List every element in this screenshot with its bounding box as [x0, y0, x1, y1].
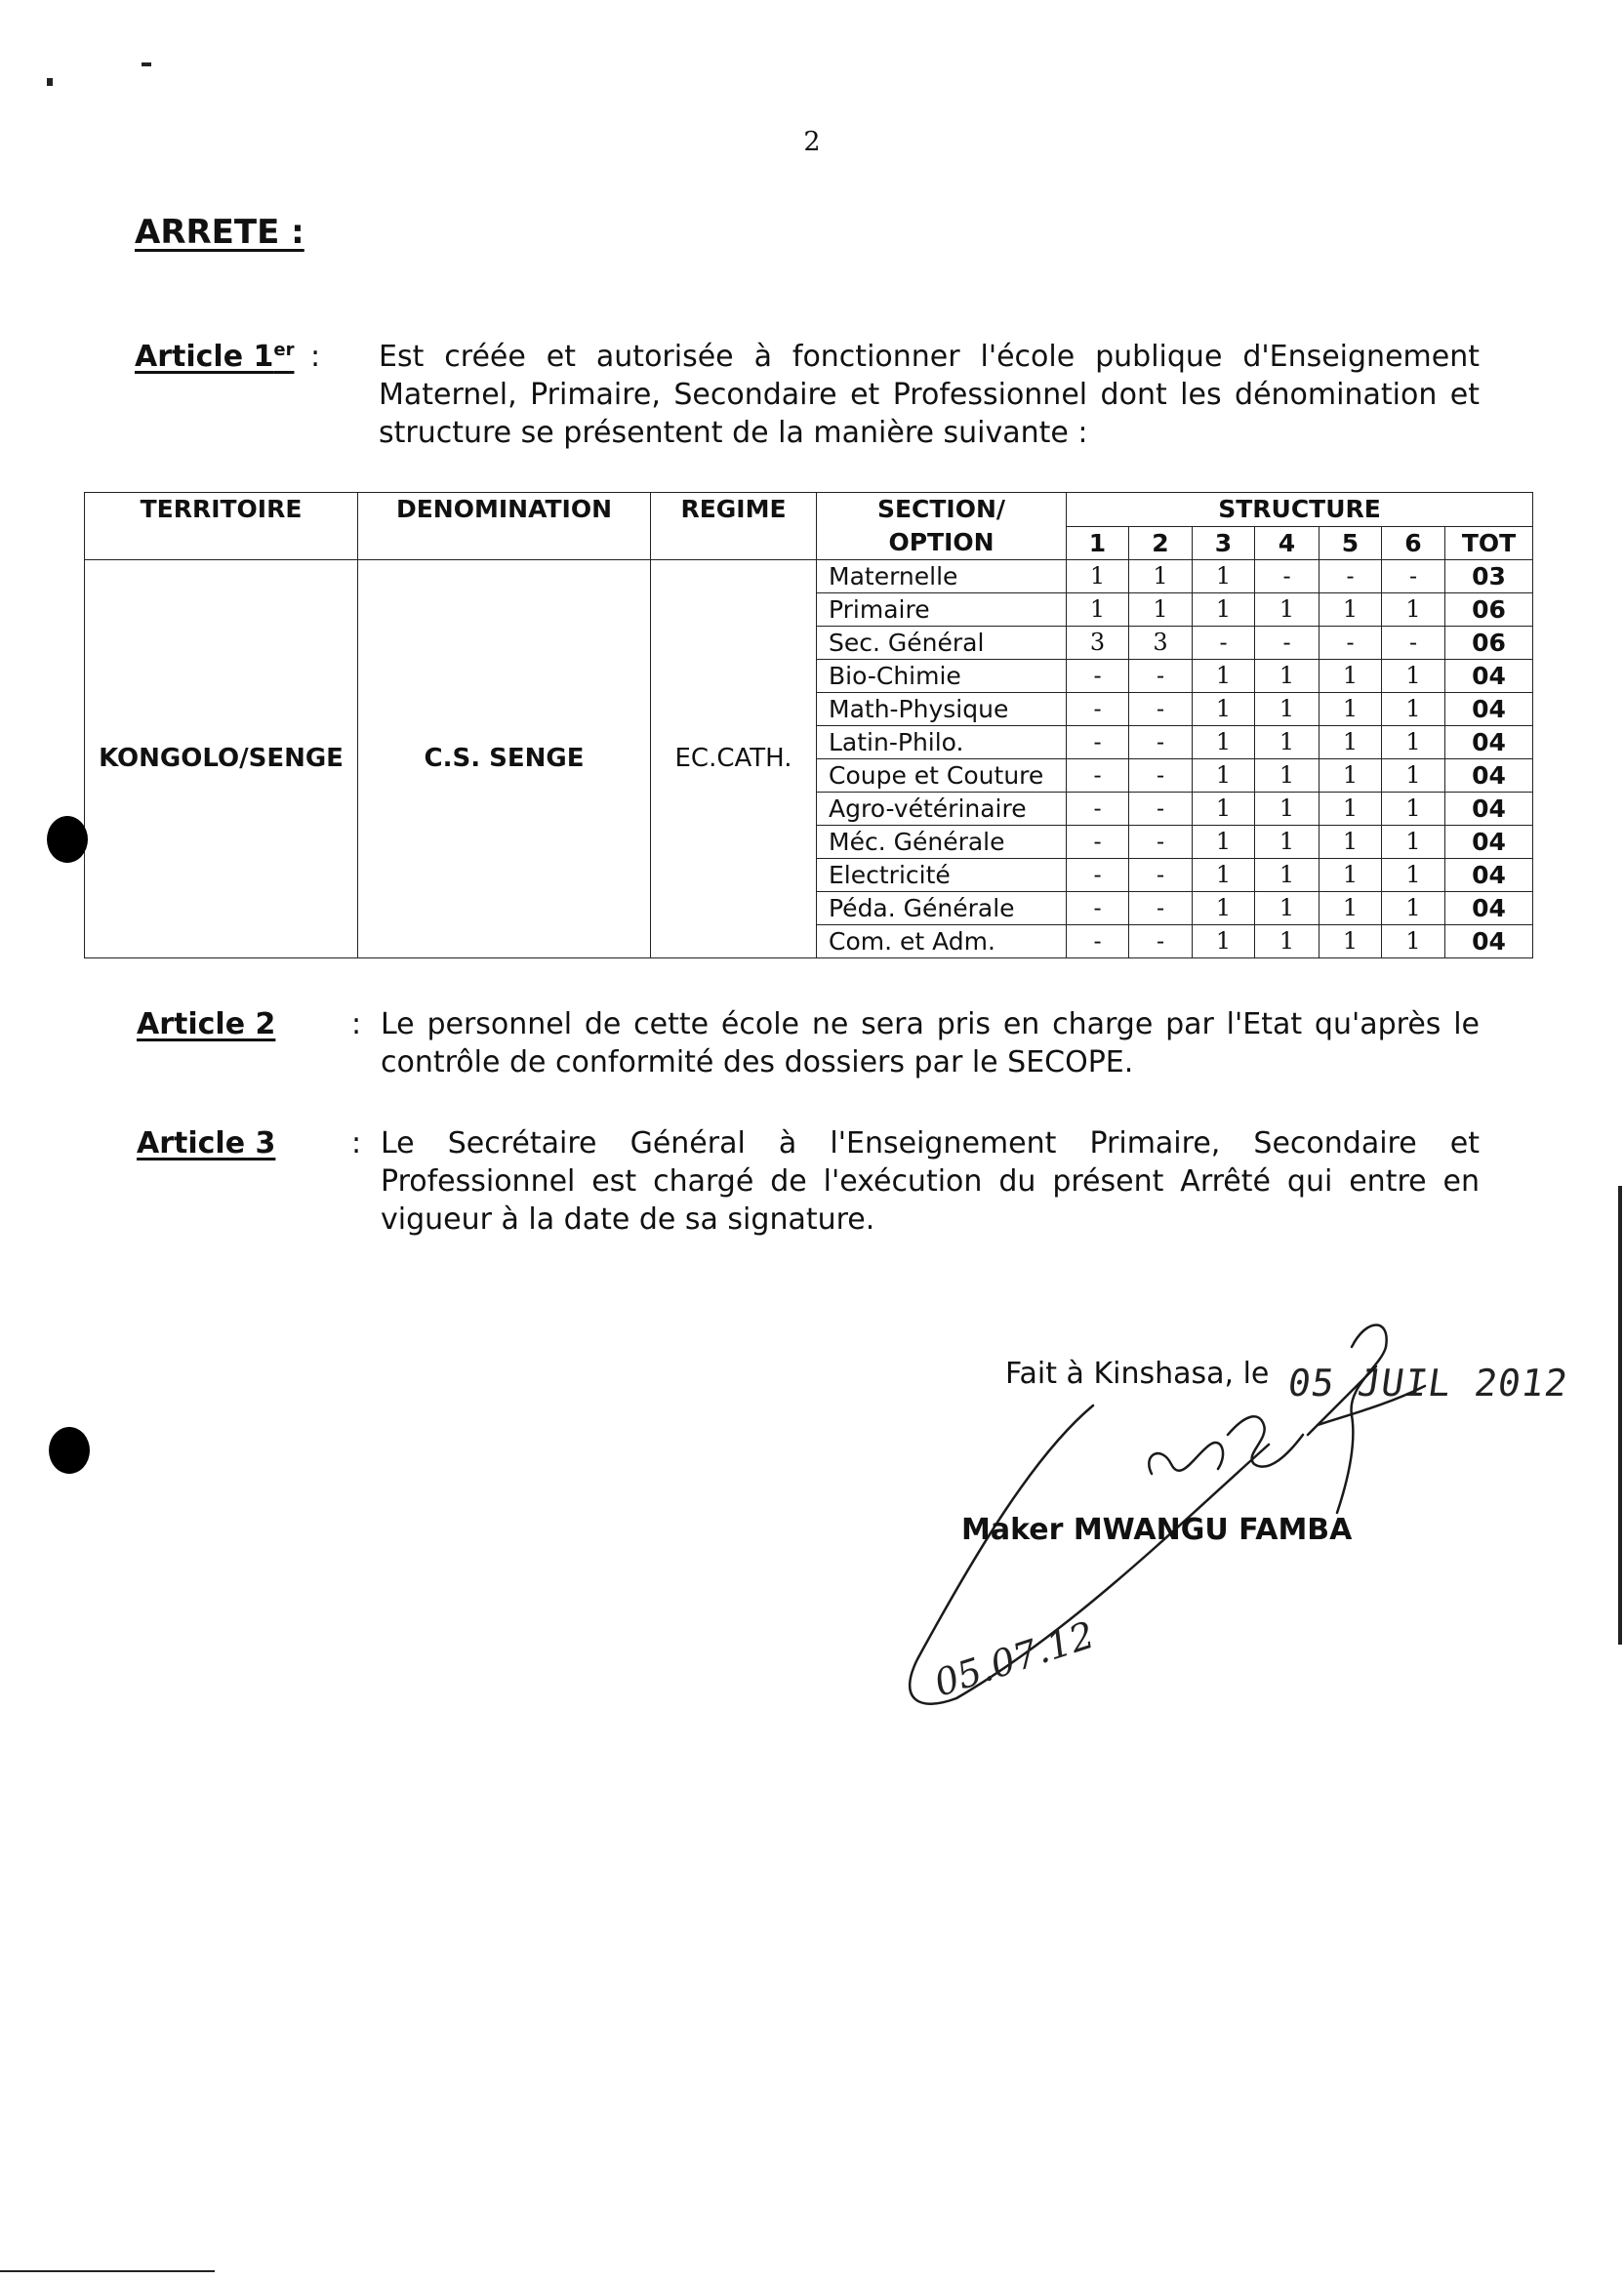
cell-year-1: - [1067, 826, 1129, 859]
cell-year-1: - [1067, 793, 1129, 826]
cell-year-3: 1 [1193, 726, 1255, 759]
header-col-tot: TOT [1445, 526, 1533, 560]
cell-year-1: 3 [1067, 627, 1129, 660]
cell-year-2: - [1129, 660, 1193, 693]
table-row [85, 560, 1533, 593]
cell-year-2: - [1129, 892, 1193, 925]
cell-year-5: 1 [1320, 759, 1382, 793]
cell-year-4: 1 [1255, 693, 1320, 726]
article-1-line: structure se présentent de la manière suivante : [379, 416, 1088, 450]
header-col-6: 6 [1382, 526, 1445, 560]
cell-year-1: 1 [1067, 560, 1129, 593]
article-3-line: Professionnel est chargé de l'exécution du présent Arrêté qui entre en [381, 1164, 1480, 1199]
article-1-label-text: Article 1 [135, 340, 274, 374]
cell-section: Latin-Philo. [817, 726, 1067, 759]
cell-year-1: - [1067, 726, 1129, 759]
article-1-colon: : [310, 340, 321, 374]
cell-denomination: C.S. SENGE [358, 560, 651, 958]
cell-year-3: 1 [1193, 925, 1255, 958]
punch-hole-mark [47, 816, 88, 863]
cell-year-3: 1 [1193, 759, 1255, 793]
cell-total: 04 [1445, 726, 1533, 759]
cell-section: Math-Physique [817, 693, 1067, 726]
article-1-label [135, 340, 294, 374]
table-header-row [85, 493, 1533, 527]
cell-year-1: - [1067, 859, 1129, 892]
cell-year-5: 1 [1320, 693, 1382, 726]
cell-year-4: 1 [1255, 593, 1320, 627]
cell-year-2: - [1129, 826, 1193, 859]
cell-year-5: 1 [1320, 726, 1382, 759]
cell-year-5: 1 [1320, 593, 1382, 627]
header-col-1: 1 [1067, 526, 1129, 560]
cell-total: 04 [1445, 826, 1533, 859]
scan-speck [142, 62, 151, 66]
cell-year-4: 1 [1255, 726, 1320, 759]
cell-section: Coupe et Couture [817, 759, 1067, 793]
cell-year-2: - [1129, 925, 1193, 958]
cell-section: Sec. Général [817, 627, 1067, 660]
cell-year-3: 1 [1193, 593, 1255, 627]
cell-year-6: 1 [1382, 693, 1445, 726]
cell-year-6: 1 [1382, 759, 1445, 793]
table-body [85, 560, 1533, 958]
cell-year-1: - [1067, 693, 1129, 726]
punch-hole-mark [49, 1427, 90, 1474]
cell-year-6: 1 [1382, 793, 1445, 826]
cell-section: Electricité [817, 859, 1067, 892]
cell-year-6: 1 [1382, 593, 1445, 627]
cell-year-2: 3 [1129, 627, 1193, 660]
cell-year-4: 1 [1255, 759, 1320, 793]
header-col-4: 4 [1255, 526, 1320, 560]
cell-year-2: - [1129, 759, 1193, 793]
cell-year-3: 1 [1193, 560, 1255, 593]
article-2-text [381, 1005, 1480, 1081]
cell-year-6: 1 [1382, 726, 1445, 759]
cell-year-1: - [1067, 759, 1129, 793]
cell-year-4: 1 [1255, 859, 1320, 892]
header-structure: STRUCTURE [1067, 493, 1533, 527]
cell-section: Primaire [817, 593, 1067, 627]
cell-year-3: 1 [1193, 793, 1255, 826]
cell-total: 04 [1445, 793, 1533, 826]
article-1-label-sup: er [273, 340, 295, 360]
article-3-colon: : [351, 1126, 362, 1160]
cell-territoire: KONGOLO/SENGE [85, 560, 358, 958]
article-3-text [381, 1124, 1480, 1239]
cell-section: Bio-Chimie [817, 660, 1067, 693]
cell-year-5: 1 [1320, 892, 1382, 925]
article-3-label: Article 3 [137, 1126, 276, 1160]
scan-bottom-line [0, 2270, 215, 2272]
cell-total: 04 [1445, 859, 1533, 892]
cell-year-3: 1 [1193, 660, 1255, 693]
header-section-line1: SECTION/ [876, 495, 1006, 523]
cell-section: Agro-vétérinaire [817, 793, 1067, 826]
cell-year-3: 1 [1193, 859, 1255, 892]
article-3-line: vigueur à la date de sa signature. [381, 1202, 875, 1237]
page-number: 2 [803, 127, 821, 157]
cell-total: 04 [1445, 660, 1533, 693]
cell-year-2: - [1129, 859, 1193, 892]
cell-year-4: 1 [1255, 793, 1320, 826]
article-1-line: Est créée et autorisée à fonctionner l'école publique d'Enseignement [379, 340, 1480, 374]
cell-year-4: 1 [1255, 925, 1320, 958]
scan-edge-line [1618, 1186, 1622, 1645]
cell-year-6: 1 [1382, 925, 1445, 958]
cell-total: 03 [1445, 560, 1533, 593]
header-denomination: DENOMINATION [358, 493, 651, 560]
cell-year-5: 1 [1320, 925, 1382, 958]
cell-total: 06 [1445, 593, 1533, 627]
cell-year-5: 1 [1320, 793, 1382, 826]
cell-regime: EC.CATH. [651, 560, 817, 958]
cell-year-4: 1 [1255, 826, 1320, 859]
cell-section: Maternelle [817, 560, 1067, 593]
cell-year-1: - [1067, 660, 1129, 693]
cell-year-6: - [1382, 627, 1445, 660]
cell-year-3: 1 [1193, 693, 1255, 726]
cell-year-4: - [1255, 627, 1320, 660]
cell-year-3: - [1193, 627, 1255, 660]
cell-total: 04 [1445, 693, 1533, 726]
cell-section: Péda. Générale [817, 892, 1067, 925]
cell-year-4: 1 [1255, 892, 1320, 925]
cell-year-3: 1 [1193, 892, 1255, 925]
signer-name: Maker MWANGU FAMBA [961, 1513, 1353, 1547]
cell-year-6: 1 [1382, 892, 1445, 925]
cell-year-3: 1 [1193, 826, 1255, 859]
cell-year-1: - [1067, 892, 1129, 925]
cell-year-5: - [1320, 627, 1382, 660]
cell-year-1: 1 [1067, 593, 1129, 627]
cell-year-6: 1 [1382, 859, 1445, 892]
cell-year-2: - [1129, 793, 1193, 826]
cell-year-4: 1 [1255, 660, 1320, 693]
cell-year-5: 1 [1320, 859, 1382, 892]
cell-year-2: 1 [1129, 560, 1193, 593]
cell-total: 04 [1445, 892, 1533, 925]
article-2-label: Article 2 [137, 1007, 276, 1041]
cell-year-6: 1 [1382, 826, 1445, 859]
cell-total: 06 [1445, 627, 1533, 660]
cell-year-6: - [1382, 560, 1445, 593]
cell-total: 04 [1445, 925, 1533, 958]
article-2-line: contrôle de conformité des dossiers par le SECOPE. [381, 1045, 1134, 1079]
cell-year-6: 1 [1382, 660, 1445, 693]
signature-date-stamp: 05 JUIL 2012 [1284, 1362, 1571, 1405]
cell-section: Com. et Adm. [817, 925, 1067, 958]
structure-table [84, 492, 1533, 958]
cell-year-2: 1 [1129, 593, 1193, 627]
article-3-line: Le Secrétaire Général à l'Enseignement Primaire, Secondaire et [381, 1126, 1480, 1160]
handwritten-date-note: 05.07.12 [929, 1612, 1100, 1705]
signature-place: Fait à Kinshasa, le [1005, 1357, 1270, 1391]
cell-year-1: - [1067, 925, 1129, 958]
article-2-colon: : [351, 1007, 362, 1041]
header-regime: REGIME [651, 493, 817, 560]
header-territoire: TERRITOIRE [85, 493, 358, 560]
cell-year-5: - [1320, 560, 1382, 593]
article-2-line: Le personnel de cette école ne sera pris en charge par l'Etat qu'après le [381, 1007, 1480, 1041]
header-section-line2: OPTION [888, 528, 995, 556]
article-1-line: Maternel, Primaire, Secondaire et Professionnel dont les dénomination et [379, 378, 1480, 412]
cell-section: Méc. Générale [817, 826, 1067, 859]
header-col-5: 5 [1320, 526, 1382, 560]
cell-year-4: - [1255, 560, 1320, 593]
cell-year-5: 1 [1320, 660, 1382, 693]
cell-total: 04 [1445, 759, 1533, 793]
header-col-3: 3 [1193, 526, 1255, 560]
article-1-text [379, 338, 1480, 452]
header-section-option [817, 493, 1067, 560]
scan-speck [47, 78, 53, 86]
cell-year-5: 1 [1320, 826, 1382, 859]
heading-arrete: ARRETE : [135, 213, 304, 252]
cell-year-2: - [1129, 693, 1193, 726]
header-col-2: 2 [1129, 526, 1193, 560]
cell-year-2: - [1129, 726, 1193, 759]
